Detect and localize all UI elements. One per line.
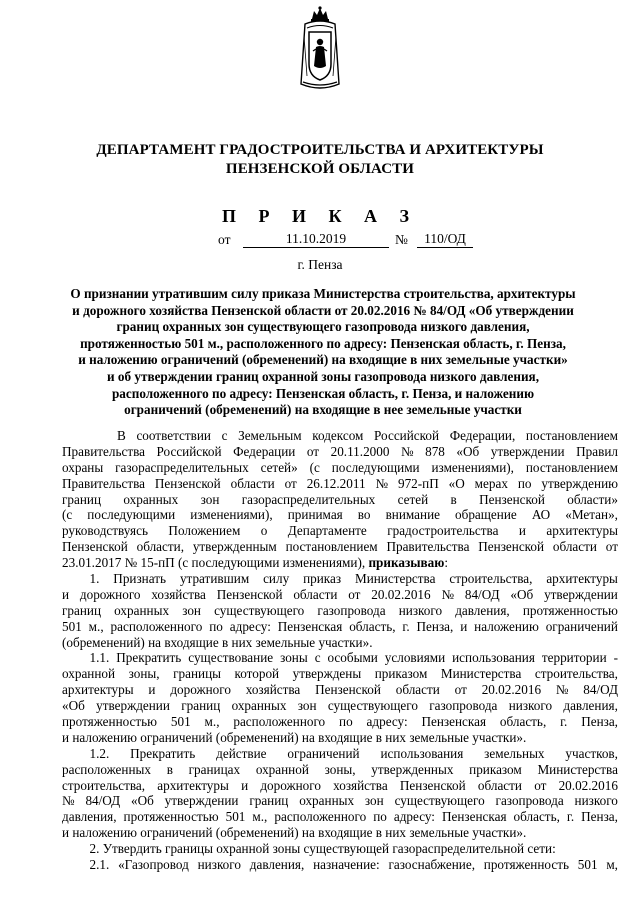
order-subject: [52, 286, 594, 419]
subject-line: протяженностью 501 м., расположенного по адресу: Пензенская область, г. Пенза,: [80, 335, 566, 351]
order-body: [62, 428, 618, 873]
body-line: 23.01.2017 № 15-пП (с последующими изменениями), приказываю:: [62, 555, 449, 571]
order-date-number: [0, 231, 640, 249]
body-line: № 84/ОД «Об утверждении границ охранных зон существующего газопровода низкого: [62, 793, 618, 809]
body-line: архитектуры и дорожного хозяйства Пензенской области от 20.02.2016 № 84/ОД: [62, 682, 618, 698]
order-title: П Р И К А З: [221, 206, 419, 226]
body-line: строительства, архитектуры и дорожного хозяйства Пензенской области от 20.02.2016: [62, 777, 618, 793]
body-line: 501 м., расположенного по адресу: Пензенская область, г. Пенза, и наложению ограничений: [62, 618, 618, 634]
body-line: (обременений) на входящие в них земельные участки».: [62, 634, 373, 650]
body-line: Пензенской области, утвержденным постановлением Правительства Пензенской области от: [62, 539, 618, 555]
body-line: границ охранных зон газораспределительных сетей в Пензенской области»: [62, 491, 618, 507]
coat-of-arms-icon: [295, 6, 345, 92]
subject-line: расположенного по адресу: Пензенская область, г. Пенза, и наложению: [111, 385, 535, 401]
body-line: охраны газораспределительных сетей» (с последующими изменениями), постановлением: [62, 459, 618, 475]
subject-line: границ охранных зон существующего газопровода низкого давления,: [116, 319, 530, 335]
department-line-1: ДЕПАРТАМЕНТ ГРАДОСТРОИТЕЛЬСТВА И АРХИТЕКТУРЫ: [96, 142, 544, 158]
body-line: 2. Утвердить границы охранной зоны существующей газораспределительной сети:: [89, 841, 556, 857]
order-date: 11.10.2019: [243, 231, 389, 248]
body-line: охранной зоны, границы которой утверждены приказом Министерства строительства,: [62, 666, 618, 682]
body-line: и дорожного хозяйства Пензенской области от 20.02.2016 № 84/ОД «Об утверждении: [62, 586, 618, 602]
body-line: и наложению ограничений (обременений) на входящие в них земельные участки».: [62, 729, 527, 745]
number-prefix: №: [395, 232, 408, 247]
body-line: 2.1. «Газопровод низкого давления, назначение: газоснабжение, протяженность 501 м,: [89, 857, 618, 873]
body-line: руководствуясь Положением о Департаменте градостроительства и архитектуры: [62, 523, 618, 539]
body-line: 1. Признать утратившим силу приказ Министерства строительства, архитектуры: [89, 571, 618, 587]
date-prefix: от: [218, 232, 231, 247]
body-line: 1.2. Прекратить действие ограничений использования земельных участков,: [89, 745, 618, 761]
body-line: 1.1. Прекратить существование зоны с особыми условиями использования территории -: [89, 650, 618, 666]
body-line: и наложению ограничений (обременений) на входящие в них земельные участки».: [62, 825, 527, 841]
department-line-2: ПЕНЗЕНСКОЙ ОБЛАСТИ: [225, 161, 415, 177]
subject-line: и об утверждении границ охранной зоны газопровода низкого давления,: [107, 368, 539, 384]
body-line: расположенных в границах охранной зоны, утвержденных приказом Министерства: [62, 761, 618, 777]
city: г. Пенза: [297, 257, 343, 272]
subject-line: О признании утратившим силу приказа Министерства строительства, архитектуры: [70, 286, 576, 301]
subject-line: и наложению ограничений (обременений) на входящие в них земельные участки»: [78, 352, 568, 368]
body-line: В соответствии с Земельным кодексом Российской Федерации, постановлением: [117, 428, 618, 443]
body-line: Правительства Пензенской области от 26.12.2011 № 972-пП «О мерах по утверждению: [62, 475, 618, 491]
subject-line: ограничений (обременений) на входящие в нее земельные участки: [124, 402, 522, 418]
department-name: [60, 141, 580, 179]
body-line: Правительства Российской Федерации от 20.11.2000 № 878 «Об утверждении Правил: [62, 443, 618, 459]
body-line: давления, протяженностью 501 м., расположенного по адресу: Пензенская область, г. Пенза,: [62, 809, 618, 825]
body-line: «Об утверждении границ охранных зон существующего газопровода низкого давления,: [62, 698, 618, 714]
subject-line: и дорожного хозяйства Пензенской области от 20.02.2016 № 84/ОД «Об утверждении: [72, 302, 574, 318]
body-line: границ охранных зон существующего газопровода низкого давления, протяженностью: [62, 602, 618, 618]
body-line: протяженностью 501 м., расположенного по адресу: Пензенская область, г. Пенза,: [62, 714, 618, 730]
order-number: 110/ОД: [417, 231, 473, 248]
body-line: (с последующими изменениями), принимая во внимание обращение АО «Метан»,: [62, 507, 618, 523]
